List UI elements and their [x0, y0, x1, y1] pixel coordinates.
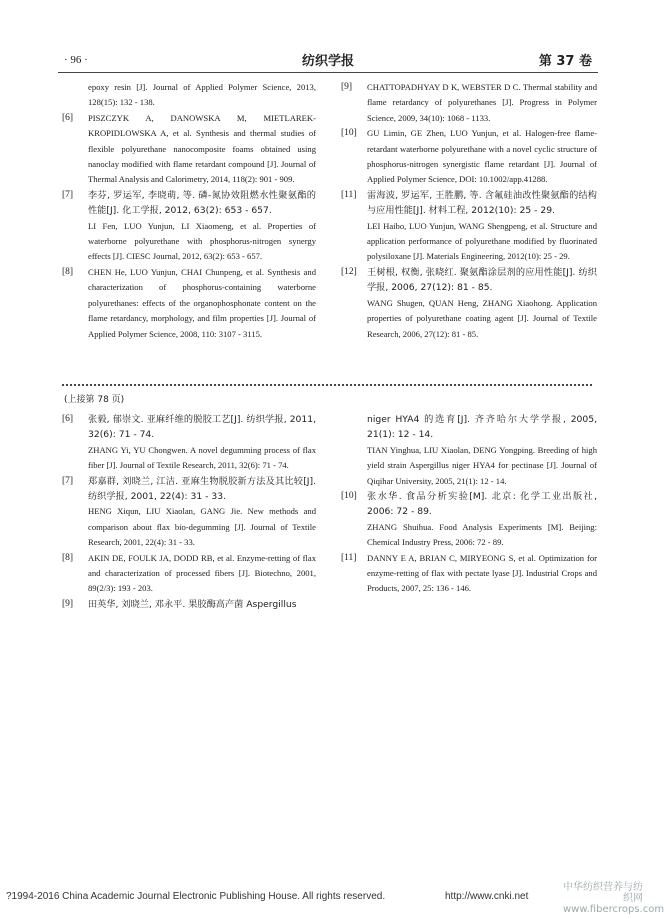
volume-label: 第 37 卷 — [538, 54, 592, 69]
reference-number: [11] — [341, 189, 357, 200]
reference-text: 田英华, 刘晓兰, 邓永平. 果胶酶高产菌 Aspergillus — [88, 598, 297, 610]
reference-entry — [337, 296, 597, 342]
reference-text: DANNY E A, BRIAN C, MIRYEONG S, et al. Optimization for enzyme-retting of flax with pectate lyase [J]. Industrial Crops and Products, 2007, 25: 136 - 146. — [367, 552, 597, 594]
continuation-note: (上接第 78 页) — [64, 395, 125, 405]
reference-entry — [58, 111, 316, 188]
reference-text: CHEN He, LUO Yunjun, CHAI Chunpeng, et al. Synthesis and characterization of phosphorus-containing waterborne polyurethanes: effects of the organophosphonate content on the flame retardancy, morphology, and film properties [J]. Journal of Applied Polymer Science, 2008, 110: 3107 - 3115. — [88, 266, 316, 339]
reference-entry — [58, 80, 316, 111]
reference-entry — [58, 474, 316, 505]
reference-text: 郑嘉群, 刘晓兰, 江洁. 亚麻生物脱胶新方法及其比较[J]. 纺织学报, 2001, 22(4): 31 - 33. — [88, 475, 316, 503]
reference-entry — [337, 489, 597, 520]
reference-entry — [337, 219, 597, 265]
journal-title: 纺织学报 — [301, 54, 354, 69]
reference-entry — [337, 188, 597, 219]
reference-entry — [337, 126, 597, 188]
copyright-text: ?1994-2016 China Academic Journal Electronic Publishing House. All rights reserved. — [6, 891, 386, 902]
reference-number: [7] — [62, 475, 74, 486]
reference-number: [9] — [62, 598, 74, 609]
reference-text: ZHANG Yi, YU Chongwen. A novel degumming process of flax fiber [J]. Journal of Textile Research, 2011, 32(6): 71 - 74. — [88, 444, 316, 471]
reference-entry — [58, 551, 316, 597]
reference-text: AKIN DE, FOULK JA, DODD RB, et al. Enzyme-retting of flax and characterization of processed fibers [J]. Biotechno, 2001, 89(2/3): 193 - 203. — [88, 552, 316, 594]
references-top-left — [58, 80, 316, 342]
reference-number: [9] — [341, 82, 353, 92]
reference-number: [10] — [341, 128, 357, 139]
watermark — [563, 882, 664, 915]
reference-number: [11] — [341, 552, 357, 563]
reference-entry — [337, 265, 597, 296]
reference-text: GU Limin, GE Zhen, LUO Yunjun, et al. Halogen-free flame-retardant waterborne polyurethane with a novel cyclic structure of phosphorus-nitrogen synergistic flame retardant [J]. Journal of Applied Polymer Science, DOI: 10.1002/app.41288. — [367, 128, 597, 185]
page-footer — [0, 882, 664, 915]
reference-text: HENG Xiqun, LIU Xiaolan, GANG Jie. New methods and comparison about flax bio-degumming [J]. Journal of Textile Research, 2001, 22(4): 31 - 33. — [88, 506, 316, 548]
reference-entry — [337, 80, 597, 126]
page-header — [58, 50, 598, 72]
reference-number: [6] — [62, 414, 74, 424]
reference-text: LI Fen, LUO Yunjun, LI Xiaomeng, et al. Properties of waterborne polyurethane with phosphorus-nitrogen synergy effects [J]. CIESC Journal, 2012, 63(2): 653 - 657. — [88, 220, 316, 262]
reference-text: 李芬, 罗运军, 李晓萌, 等. 磷-氮协效阻燃水性聚氨酯的性能[J]. 化工学报, 2012, 63(2): 653 - 657. — [88, 189, 316, 217]
reference-entry — [337, 443, 597, 489]
reference-entry — [58, 219, 316, 265]
reference-entry — [337, 412, 597, 443]
reference-number: [8] — [62, 266, 74, 277]
references-bottom-right — [337, 412, 597, 597]
reference-text: 王树根, 权衡, 张晓红. 聚氨酯涂层剂的应用性能[J]. 纺织学报, 2006, 27(12): 81 - 85. — [367, 266, 597, 294]
header-rule — [58, 72, 598, 73]
site-link[interactable]: http://www.cnki.net — [445, 891, 529, 902]
reference-entry — [337, 551, 597, 597]
reference-text: LEI Haibo, LUO Yunjun, WANG Shengpeng, et al. Structure and application performance of polyurethane modified by fluorinated polysiloxane [J]. Materials Engineering, 2012(10): 25 - 29. — [367, 220, 597, 262]
page-number: · 96 · — [64, 54, 88, 66]
reference-text: 张水华. 食品分析实验[M]. 北京: 化学工业出版社, 2006: 72 - 89. — [367, 491, 597, 518]
reference-number: [8] — [62, 552, 74, 563]
reference-text: niger HYA4 的选育[J]. 齐齐哈尔大学学报, 2005, 21(1): 12 - 14. — [367, 414, 597, 441]
references-top-right — [337, 80, 597, 342]
reference-text: 雷海波, 罗运军, 王胜鹏, 等. 含氟硅油改性聚氨酯的结构与应用性能[J]. 材料工程, 2012(10): 25 - 29. — [367, 189, 597, 217]
reference-text: PISZCZYK A, DANOWSKA M, MIETLAREK-KROPIDLOWSKA A, et al. Synthesis and thermal studies of flexible polyurethane nanocomposite foams obtained using nanoclay modified with flame retardant compound [J]. Journal of Thermal Analysis and Calorimetry, 2014, 118(2): 901 - 909. — [88, 112, 316, 185]
reference-entry — [58, 504, 316, 550]
references-bottom-left — [58, 412, 316, 612]
reference-entry — [58, 597, 316, 612]
reference-text: ZHANG Shuihua. Food Analysis Experiments [M]. Beijing: Chemical Industry Press, 2006: 72 - 89. — [367, 521, 597, 548]
section-separator — [62, 384, 592, 386]
reference-entry — [58, 412, 316, 443]
reference-entry — [58, 443, 316, 474]
reference-number: [7] — [62, 189, 74, 200]
reference-text: TIAN Yinghua, LIU Xiaolan, DENG Yongping. Breeding of high yield strain Aspergillus niger HYA4 for pectinase [J]. Journal of Qiqihar University, 2005, 21(1): 12 - 14. — [367, 444, 597, 486]
reference-number: [12] — [341, 266, 357, 277]
reference-text: WANG Shugen, QUAN Heng, ZHANG Xiaohong. Application properties of polyurethane coating agent [J]. Journal of Textile Research, 2006, 27(12): 81 - 85. — [367, 297, 597, 339]
watermark-url: www.fibercrops.com — [563, 904, 664, 915]
reference-number: [6] — [62, 112, 74, 123]
reference-text: 张毅, 郁崇文. 亚麻纤维的脱胶工艺[J]. 纺织学报, 2011, 32(6): 71 - 74. — [88, 414, 316, 441]
reference-entry — [337, 520, 597, 551]
reference-number: [10] — [341, 491, 357, 502]
watermark-cn: 中华纺织营养与纺织网 — [563, 882, 643, 904]
reference-text: epoxy resin [J]. Journal of Applied Polymer Science, 2013, 128(15): 132 - 138. — [88, 82, 316, 108]
reference-entry — [58, 265, 316, 342]
reference-entry — [58, 188, 316, 219]
reference-text: CHATTOPADHYAY D K, WEBSTER D C. Thermal stability and flame retardancy of polyurethanes [J]. Progress in Polymer Science, 2009, 34(10): 1068 - 1133. — [367, 82, 597, 123]
